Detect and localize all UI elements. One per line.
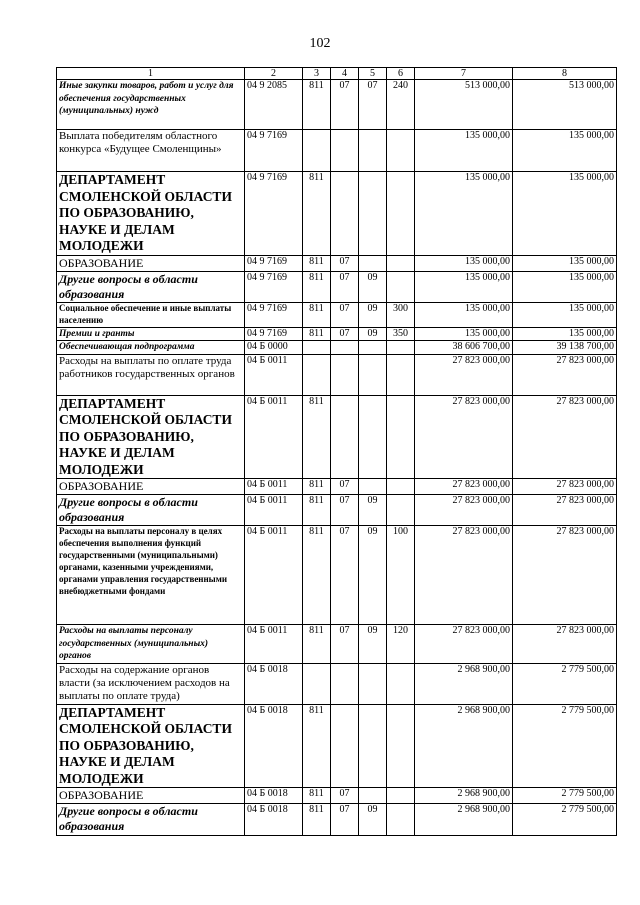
row-name-cell bbox=[57, 625, 245, 664]
expense-type-cell bbox=[387, 130, 415, 172]
target-code-cell: 04 Б 0000 bbox=[245, 341, 303, 355]
target-code-cell: 04 Б 0011 bbox=[245, 526, 303, 625]
table-row bbox=[57, 526, 617, 625]
row-name-text: ДЕПАРТАМЕНТ СМОЛЕНСКОЙ ОБЛАСТИ ПО ОБРАЗОВАНИЮ, НАУКЕ И ДЕЛАМ МОЛОДЕЖИ bbox=[59, 172, 232, 253]
amount-year1-cell: 2 968 900,00 bbox=[415, 788, 513, 804]
amount-year2-cell: 135 000,00 bbox=[513, 172, 617, 256]
target-code-cell: 04 9 7169 bbox=[245, 271, 303, 302]
row-name-text: ДЕПАРТАМЕНТ СМОЛЕНСКОЙ ОБЛАСТИ ПО ОБРАЗОВАНИЮ, НАУКЕ И ДЕЛАМ МОЛОДЕЖИ bbox=[59, 395, 232, 477]
row-name-cell bbox=[57, 526, 245, 625]
row-name-cell bbox=[57, 172, 245, 256]
budget-table bbox=[56, 67, 617, 836]
target-code-cell: 04 Б 0018 bbox=[245, 788, 303, 804]
amount-year2-cell: 135 000,00 bbox=[513, 255, 617, 271]
header-cell: 3 bbox=[303, 68, 331, 80]
row-name-cell bbox=[57, 704, 245, 788]
amount-year1-cell: 38 606 700,00 bbox=[415, 341, 513, 355]
amount-year1-cell: 27 823 000,00 bbox=[415, 526, 513, 625]
row-name-text: Расходы на содержание органов власти (за исключением расходов на выплаты по оплате труда) bbox=[59, 663, 230, 702]
header-cell: 6 bbox=[387, 68, 415, 80]
table-row bbox=[57, 804, 617, 836]
ministry-code-cell: 811 bbox=[303, 271, 331, 302]
section-code-cell: 07 bbox=[331, 625, 359, 664]
section-code-cell bbox=[331, 354, 359, 395]
target-code-cell: 04 9 7169 bbox=[245, 172, 303, 256]
ministry-code-cell: 811 bbox=[303, 495, 331, 526]
target-code-cell: 04 Б 0011 bbox=[245, 495, 303, 526]
amount-year2-cell: 39 138 700,00 bbox=[513, 341, 617, 355]
row-name-cell bbox=[57, 80, 245, 130]
target-code-cell: 04 Б 0011 bbox=[245, 395, 303, 479]
expense-type-cell bbox=[387, 479, 415, 495]
header-cell: 7 bbox=[415, 68, 513, 80]
section-code-cell: 07 bbox=[331, 495, 359, 526]
expense-type-cell: 240 bbox=[387, 80, 415, 130]
expense-type-cell: 350 bbox=[387, 327, 415, 341]
row-name-text: Премии и гранты bbox=[59, 328, 135, 339]
section-code-cell: 07 bbox=[331, 271, 359, 302]
ministry-code-cell bbox=[303, 663, 331, 704]
amount-year1-cell: 27 823 000,00 bbox=[415, 495, 513, 526]
section-code-cell: 07 bbox=[331, 526, 359, 625]
subsection-code-cell: 09 bbox=[359, 327, 387, 341]
subsection-code-cell: 09 bbox=[359, 302, 387, 327]
row-name-cell bbox=[57, 271, 245, 302]
ministry-code-cell: 811 bbox=[303, 172, 331, 256]
table-row bbox=[57, 341, 617, 355]
row-name-cell bbox=[57, 804, 245, 836]
row-name-cell bbox=[57, 395, 245, 479]
subsection-code-cell bbox=[359, 395, 387, 479]
amount-year1-cell: 27 823 000,00 bbox=[415, 625, 513, 664]
row-name-cell bbox=[57, 788, 245, 804]
table-row bbox=[57, 663, 617, 704]
expense-type-cell: 120 bbox=[387, 625, 415, 664]
amount-year1-cell: 27 823 000,00 bbox=[415, 395, 513, 479]
header-cell: 1 bbox=[57, 68, 245, 80]
table-row bbox=[57, 172, 617, 256]
amount-year1-cell: 27 823 000,00 bbox=[415, 479, 513, 495]
row-name-text: Другие вопросы в области образования bbox=[59, 495, 198, 524]
table-row bbox=[57, 130, 617, 172]
subsection-code-cell: 09 bbox=[359, 625, 387, 664]
expense-type-cell bbox=[387, 704, 415, 788]
expense-type-cell bbox=[387, 354, 415, 395]
amount-year2-cell: 27 823 000,00 bbox=[513, 395, 617, 479]
target-code-cell: 04 Б 0018 bbox=[245, 704, 303, 788]
subsection-code-cell bbox=[359, 479, 387, 495]
amount-year2-cell: 2 779 500,00 bbox=[513, 663, 617, 704]
ministry-code-cell bbox=[303, 130, 331, 172]
row-name-text: ОБРАЗОВАНИЕ bbox=[59, 479, 144, 493]
amount-year1-cell: 27 823 000,00 bbox=[415, 354, 513, 395]
expense-type-cell bbox=[387, 495, 415, 526]
row-name-text: Расходы на выплаты по оплате труда работников государственных органов bbox=[59, 354, 235, 380]
subsection-code-cell: 09 bbox=[359, 526, 387, 625]
amount-year2-cell: 135 000,00 bbox=[513, 327, 617, 341]
amount-year2-cell: 135 000,00 bbox=[513, 271, 617, 302]
ministry-code-cell: 811 bbox=[303, 526, 331, 625]
amount-year2-cell: 513 000,00 bbox=[513, 80, 617, 130]
ministry-code-cell: 811 bbox=[303, 625, 331, 664]
expense-type-cell bbox=[387, 804, 415, 836]
row-name-text: ОБРАЗОВАНИЕ bbox=[59, 255, 144, 270]
amount-year2-cell: 2 779 500,00 bbox=[513, 704, 617, 788]
section-code-cell: 07 bbox=[331, 327, 359, 341]
subsection-code-cell bbox=[359, 354, 387, 395]
section-code-cell: 07 bbox=[331, 788, 359, 804]
subsection-code-cell bbox=[359, 788, 387, 804]
amount-year2-cell: 27 823 000,00 bbox=[513, 526, 617, 625]
target-code-cell: 04 9 7169 bbox=[245, 255, 303, 271]
amount-year1-cell: 2 968 900,00 bbox=[415, 663, 513, 704]
ministry-code-cell: 811 bbox=[303, 302, 331, 327]
table-row bbox=[57, 271, 617, 302]
target-code-cell: 04 9 7169 bbox=[245, 327, 303, 341]
header-cell: 2 bbox=[245, 68, 303, 80]
table-row bbox=[57, 354, 617, 395]
row-name-text: Расходы на выплаты персоналу государственных (муниципальных) органов bbox=[59, 626, 209, 661]
ministry-code-cell: 811 bbox=[303, 804, 331, 836]
header-cell: 8 bbox=[513, 68, 617, 80]
ministry-code-cell: 811 bbox=[303, 788, 331, 804]
ministry-code-cell bbox=[303, 354, 331, 395]
amount-year1-cell: 135 000,00 bbox=[415, 172, 513, 256]
table-row bbox=[57, 395, 617, 479]
table-header-row bbox=[57, 68, 617, 80]
amount-year2-cell: 2 779 500,00 bbox=[513, 804, 617, 836]
section-code-cell bbox=[331, 395, 359, 479]
expense-type-cell bbox=[387, 341, 415, 355]
ministry-code-cell: 811 bbox=[303, 704, 331, 788]
section-code-cell bbox=[331, 130, 359, 172]
expense-type-cell bbox=[387, 663, 415, 704]
expense-type-cell bbox=[387, 395, 415, 479]
row-name-cell bbox=[57, 354, 245, 395]
section-code-cell bbox=[331, 341, 359, 355]
target-code-cell: 04 Б 0018 bbox=[245, 663, 303, 704]
subsection-code-cell: 09 bbox=[359, 804, 387, 836]
row-name-cell bbox=[57, 663, 245, 704]
amount-year1-cell: 135 000,00 bbox=[415, 327, 513, 341]
row-name-text: Выплата победителям областного конкурса «Будущее Смоленщины» bbox=[59, 130, 222, 155]
amount-year1-cell: 2 968 900,00 bbox=[415, 704, 513, 788]
ministry-code-cell: 811 bbox=[303, 395, 331, 479]
ministry-code-cell: 811 bbox=[303, 80, 331, 130]
row-name-text: Расходы на выплаты персоналу в целях обеспечения выполнения функций государственными (муниципальными) органами, казенными учреждениями, органами управления государственными внебюджетными фондами bbox=[59, 526, 228, 596]
row-name-text: Иные закупки товаров, работ и услуг для обеспечения государственных (муниципальных) нужд bbox=[59, 81, 234, 116]
amount-year2-cell: 135 000,00 bbox=[513, 130, 617, 172]
subsection-code-cell bbox=[359, 341, 387, 355]
ministry-code-cell: 811 bbox=[303, 327, 331, 341]
row-name-cell bbox=[57, 341, 245, 355]
header-cell: 5 bbox=[359, 68, 387, 80]
expense-type-cell bbox=[387, 255, 415, 271]
expense-type-cell: 100 bbox=[387, 526, 415, 625]
section-code-cell bbox=[331, 172, 359, 256]
ministry-code-cell bbox=[303, 341, 331, 355]
subsection-code-cell: 09 bbox=[359, 271, 387, 302]
subsection-code-cell bbox=[359, 255, 387, 271]
section-code-cell: 07 bbox=[331, 804, 359, 836]
section-code-cell: 07 bbox=[331, 302, 359, 327]
row-name-cell bbox=[57, 130, 245, 172]
row-name-text: ОБРАЗОВАНИЕ bbox=[59, 788, 144, 802]
target-code-cell: 04 9 7169 bbox=[245, 130, 303, 172]
section-code-cell bbox=[331, 663, 359, 704]
table-row bbox=[57, 80, 617, 130]
row-name-cell bbox=[57, 495, 245, 526]
table-row bbox=[57, 327, 617, 341]
header-cell: 4 bbox=[331, 68, 359, 80]
row-name-cell bbox=[57, 327, 245, 341]
section-code-cell: 07 bbox=[331, 255, 359, 271]
table-row bbox=[57, 479, 617, 495]
row-name-cell bbox=[57, 302, 245, 327]
amount-year1-cell: 135 000,00 bbox=[415, 130, 513, 172]
row-name-text: ДЕПАРТАМЕНТ СМОЛЕНСКОЙ ОБЛАСТИ ПО ОБРАЗОВАНИЮ, НАУКЕ И ДЕЛАМ МОЛОДЕЖИ bbox=[59, 704, 232, 786]
amount-year1-cell: 513 000,00 bbox=[415, 80, 513, 130]
row-name-text: Обеспечивающая подпрограмма bbox=[59, 342, 195, 352]
table-row bbox=[57, 255, 617, 271]
amount-year2-cell: 27 823 000,00 bbox=[513, 479, 617, 495]
target-code-cell: 04 Б 0011 bbox=[245, 479, 303, 495]
amount-year2-cell: 27 823 000,00 bbox=[513, 495, 617, 526]
row-name-cell bbox=[57, 255, 245, 271]
amount-year2-cell: 135 000,00 bbox=[513, 302, 617, 327]
expense-type-cell bbox=[387, 788, 415, 804]
section-code-cell bbox=[331, 704, 359, 788]
target-code-cell: 04 Б 0018 bbox=[245, 804, 303, 836]
amount-year1-cell: 135 000,00 bbox=[415, 255, 513, 271]
page-number: 102 bbox=[309, 36, 331, 51]
row-name-text: Социальное обеспечение и иные выплаты населению bbox=[59, 302, 232, 325]
subsection-code-cell bbox=[359, 704, 387, 788]
amount-year1-cell: 2 968 900,00 bbox=[415, 804, 513, 836]
target-code-cell: 04 Б 0011 bbox=[245, 354, 303, 395]
section-code-cell: 07 bbox=[331, 479, 359, 495]
amount-year2-cell: 27 823 000,00 bbox=[513, 625, 617, 664]
subsection-code-cell bbox=[359, 663, 387, 704]
amount-year2-cell: 27 823 000,00 bbox=[513, 354, 617, 395]
table-row bbox=[57, 625, 617, 664]
expense-type-cell bbox=[387, 172, 415, 256]
target-code-cell: 04 Б 0011 bbox=[245, 625, 303, 664]
amount-year1-cell: 135 000,00 bbox=[415, 302, 513, 327]
row-name-text: Другие вопросы в области образования bbox=[59, 804, 198, 833]
ministry-code-cell: 811 bbox=[303, 255, 331, 271]
target-code-cell: 04 9 7169 bbox=[245, 302, 303, 327]
subsection-code-cell bbox=[359, 172, 387, 256]
table-row bbox=[57, 704, 617, 788]
row-name-text: Другие вопросы в области образования bbox=[59, 271, 198, 301]
row-name-cell bbox=[57, 479, 245, 495]
table-row bbox=[57, 495, 617, 526]
table-row bbox=[57, 788, 617, 804]
target-code-cell: 04 9 2085 bbox=[245, 80, 303, 130]
amount-year2-cell: 2 779 500,00 bbox=[513, 788, 617, 804]
expense-type-cell: 300 bbox=[387, 302, 415, 327]
table-row bbox=[57, 302, 617, 327]
subsection-code-cell: 07 bbox=[359, 80, 387, 130]
subsection-code-cell: 09 bbox=[359, 495, 387, 526]
ministry-code-cell: 811 bbox=[303, 479, 331, 495]
expense-type-cell bbox=[387, 271, 415, 302]
section-code-cell: 07 bbox=[331, 80, 359, 130]
subsection-code-cell bbox=[359, 130, 387, 172]
amount-year1-cell: 135 000,00 bbox=[415, 271, 513, 302]
